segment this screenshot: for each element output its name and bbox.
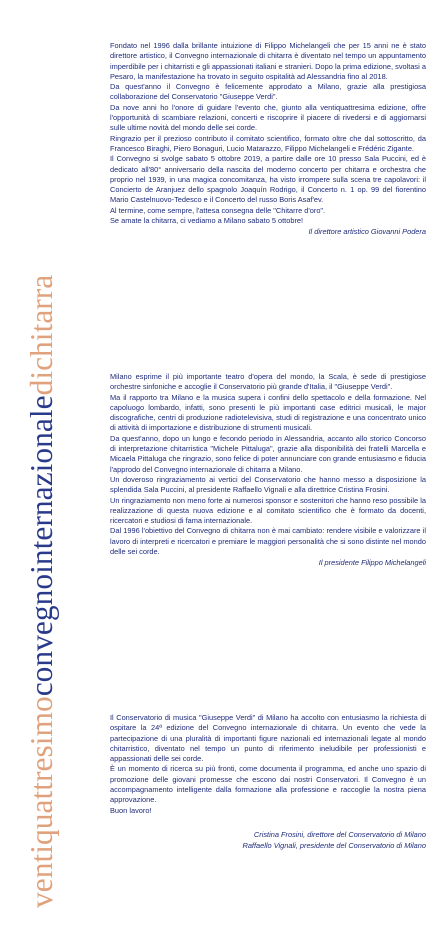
paragraph: Da quest'anno, dopo un lungo e fecondo periodo in Alessandria, accanto allo storico Concorso di interpretazione chitarristica "Michele Pittaluga", grazie alla disponibilità dei fratelli Marcella e Micaela Pittaluga che ringrazio, sono felice di poter annunciare con grande entusiasmo e fiducia l'approdo del Convegno internazionale di chitarra a Milano. [110,433,426,474]
paragraph: Un doveroso ringraziamento ai vertici del Conservatorio che hanno messo a disposizione la splendida Sala Puccini, al presidente Raffaello Vignali e alla direttrice Cristina Frosini. [110,474,426,495]
president-letter [110,372,426,569]
paragraph: Il Conservatorio di musica "Giuseppe Verdi" di Milano ha accolto con entusiasmo la richiesta di ospitare la 24ª edizione del Convegno internazionale di chitarra. Un evento che vede la partecipazione di una pluralità di importanti figure nazionali ed internazionali legate al mondo chitarristico, diventato nel tempo un punto di riferimento ineludibile per professionisti e appassionati delle sei corde. [110,713,426,764]
paragraph: Un ringraziamento non meno forte ai numerosi sponsor e sostenitori che hanno reso possibile la realizzazione di questa nuova edizione e al comitato scientifico che è formato da docenti, ricercatori e studiosi di fama internazionale. [110,495,426,526]
title-part-convegno: convegnointernazionale [24,395,59,697]
conservatory-president-signature: Raffaello Vignali, presidente del Conservatorio di Milano [242,841,426,851]
president-signature: Il presidente Filippo Michelangeli [318,558,426,568]
paragraph: È un momento di ricerca su più fronti, come documenta il programma, ed anche uno spazio di promozione delle giovani promesse che escono dai nostri Conservatori. Il Convegno è un accompagnamento intelligente dalla formazione alla professione e raccoglie la nostra piena approvazione. [110,764,426,805]
paragraph: Al termine, come sempre, l'attesa consegna delle "Chitarre d'oro". [110,205,326,215]
paragraph: Buon lavoro! [110,805,152,815]
paragraph: Il Convegno si svolge sabato 5 ottobre 2019, a partire dalle ore 10 presso Sala Puccini, ed è dedicato all'80° anniversario della nascita del moderno concerto per chitarra e orchestra che proprio nel 1939, in una magica concomitanza, ha visto irrompere sulla scena tre capolavori: il Concierto de Aranjuez dello spagnolo Joaquín Rodrigo, il Concerto n. 1 op. 99 del fiorentino Mario Castelnuovo-Tedesco e il Concerto del russo Boris Asaf'ev. [110,154,426,205]
paragraph: Se amate la chitarra, ci vediamo a Milano sabato 5 ottobre! [110,216,304,226]
paragraph: Da nove anni ho l'onore di guidare l'evento che, giunto alla ventiquattresima edizione, offre l'opportunità di scambiare relazioni, concerti e riscoprire il piacere di rivedersi e di aggiornarsi sulle ultime novità del mondo delle sei corde. [110,102,426,133]
paragraph: Milano esprime il più importante teatro d'opera del mondo, la Scala, è sede di prestigiose orchestre sinfoniche e accoglie il Conservatorio più grande d'Italia, il "Giuseppe Verdi". [110,372,426,392]
director-signature: Il direttore artistico Giovanni Podera [308,227,426,237]
title-part-edition: ventiquattresimo [24,696,59,908]
conservatory-director-signature: Cristina Frosini, direttore del Conservatorio di Milano [253,829,426,839]
director-letter [110,41,426,238]
paragraph: Dal 1996 l'obiettivo del Convegno di chitarra non è mai cambiato: rendere visibile e valorizzare il lavoro di interpreti e ricercatori e premiare le maggiori personalità che si sono distinte nel mondo delle sei corde. [110,526,426,557]
conservatory-letter [110,713,426,852]
paragraph: Ma il rapporto tra Milano e la musica supera i confini dello spettacolo e della formazione. Nel capoluogo lombardo, infatti, sono presenti le più importanti case editrici musicali, le major discografiche, centri di produzione radiotelevisiva, studi di registrazione e una concentrato unico di attività di importazione e distribuzione di strumenti musicali. [110,392,426,433]
paragraph: Fondato nel 1996 dalla brillante intuizione di Filippo Michelangeli che per 15 anni ne è stato direttore artistico, il Convegno internazionale di chitarra è diventato nel tempo un appuntamento imperdibile per i chitarristi e gli appassionati italiani e stranieri. Dopo la prima edizione, svoltasi a Pesaro, la manifestazione ha trovato in seguito ospitalità ad Alessandria fino al 2018. [110,41,426,81]
title-part-chitarra: dichitarra [24,274,59,396]
paragraph: Ringrazio per il prezioso contributo il comitato scientifico, formato oltre che dal sottoscritto, da Francesco Biraghi, Piero Bonaguri, Lucio Matarazzo, Filippo Michelangeli e Frédéric Zigante. [110,133,426,153]
vertical-event-title [22,28,62,908]
paragraph: Da quest'anno il Convegno è felicemente approdato a Milano, grazie alla prestigiosa collaborazione del Conservatorio "Giuseppe Verdi". [110,82,426,102]
